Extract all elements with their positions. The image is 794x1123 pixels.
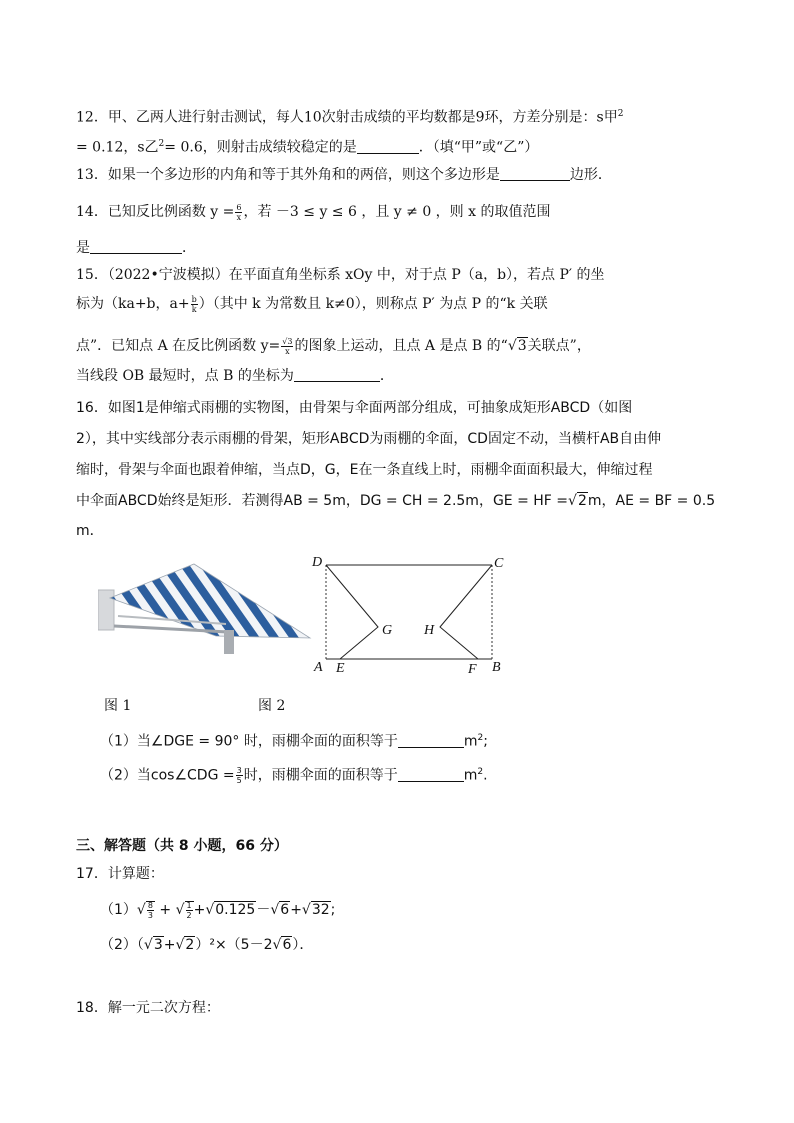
q12-text-b: = 0.12，s乙 (76, 139, 159, 156)
q17-p2-rad3: √6 (272, 937, 292, 953)
q17-p1-label: （1） (100, 902, 137, 918)
figure-2-caption: 图 2 (258, 698, 286, 714)
q17-p2-r3: 6 (282, 937, 292, 953)
q17-p1-r3: 0.125 (215, 902, 256, 918)
q17-p1-r1-den: 3 (147, 910, 153, 920)
frame-chf (440, 565, 492, 659)
q16-line4 (76, 491, 715, 511)
q15-frac-num: b (191, 294, 197, 304)
q15-frac2-den: x (285, 346, 290, 356)
awning-photo (98, 560, 312, 662)
section-3-heading-text: 三、解答题（共 8 小题，66 分） (76, 838, 288, 854)
q12-text: 12．甲、乙两人进行射击测试，每人10次射击成绩的平均数都是9环，方差分别是：s甲 (76, 109, 618, 126)
q16-line1-text: 16．如图1是伸缩式雨棚的实物图，由骨架与伞面两部分组成，可抽象成矩形ABCD（如图 (76, 400, 633, 416)
q15-line3 (76, 336, 591, 356)
q16-line3 (76, 460, 652, 480)
q17-p2-rad2: √2 (175, 937, 195, 953)
q16-sub1 (100, 728, 488, 752)
q14-answer-blank[interactable] (90, 239, 182, 254)
q17-p1-rad3: √0.125 (205, 902, 256, 918)
point-d-label: D (312, 555, 323, 570)
q16-sub1-end: ; (483, 733, 488, 750)
q15-text-f: 关联点”， (527, 338, 591, 354)
q16-line1 (76, 398, 632, 418)
q15-line1 (76, 265, 605, 285)
q17-p1-end: ; (330, 902, 336, 918)
q15-line4 (76, 366, 394, 386)
q17-p2-plus: + (163, 937, 176, 953)
q13-line (76, 165, 612, 185)
q15-frac-den: k (191, 304, 197, 314)
q16-sub1-text: （1）当∠DGE = 90° 时，雨棚伞面的面积等于 (100, 733, 398, 750)
point-f-label: F (468, 662, 477, 677)
q18-title (76, 998, 220, 1018)
q17-p1-rad5: √32 (301, 902, 330, 918)
q12-line2 (76, 134, 538, 158)
point-b-label: B (492, 660, 501, 675)
q12-text-c: = 0.6，则射击成绩较稳定的是 (164, 139, 357, 156)
q16-radical: √2 (568, 493, 587, 509)
q12-sup-2: 2 (158, 139, 165, 149)
q17-p2-end: ）． (292, 937, 314, 953)
point-e-label: E (336, 661, 345, 676)
point-a-label: A (314, 660, 323, 675)
q17-title (76, 864, 164, 884)
q14-frac-num: 6 (236, 202, 242, 212)
q16-line2-text: 2），其中实线部分表示雨棚的骨架，矩形ABCD为雨棚的伞面，CD固定不动，当横杆AB自由伸 (76, 431, 662, 447)
q16-rad-value: 2 (577, 493, 587, 509)
q15-text-b: 标为（ka+b，a+ (76, 296, 190, 312)
q16-sub2-sup: 2 (477, 767, 484, 777)
section-3-heading (76, 836, 288, 856)
q16-line4b-text: m，AE = BF = 0.5 (587, 493, 716, 509)
q17-p1-r2-num: 1 (186, 900, 192, 910)
q17-p1-rad4: √6 (270, 902, 290, 918)
q17-part2 (100, 935, 313, 955)
frame-dge (326, 565, 378, 659)
q15-text-e: 的图象上运动，且点 A 是点 B 的“ (294, 338, 508, 354)
q18-title-text: 18．解一元二次方程： (76, 1000, 220, 1016)
q17-p1-r1-num: 8 (147, 900, 153, 910)
q15-text-g: 当线段 OB 最短时，点 B 的坐标为 (76, 368, 294, 384)
point-g-label: G (382, 623, 393, 638)
q17-p2-mid: ）²×（5－2 (195, 937, 273, 953)
q16-sub1-sup: 2 (477, 733, 484, 743)
q15-frac2-num: √3 (282, 336, 293, 346)
q16-sub2-answer-blank[interactable] (398, 767, 464, 782)
q15-text-c: ）（其中 k 为常数且 k≠0），则称点 P′ 为点 P 的“k 关联 (198, 296, 548, 312)
q12-line1 (76, 104, 623, 128)
q15-fraction (191, 295, 198, 314)
q16-sub1-answer-blank[interactable] (398, 733, 464, 748)
q13-text-b: 边形． (569, 167, 612, 183)
q16-line3-text: 缩时，骨架与伞面也跟着伸缩，当点D，G，E在一条直线上时，雨棚伞面面积最大，伸缩过程 (76, 462, 653, 478)
q17-title-text: 17．计算题： (76, 866, 164, 882)
q15-radical: √3 (507, 338, 527, 354)
q14-line1 (76, 202, 550, 222)
q16-sub2-den: 5 (236, 776, 242, 786)
q12-sup: 2 (617, 109, 624, 119)
q14-text-d: ． (182, 240, 196, 256)
q16-sub1-unit: m (463, 733, 478, 750)
q14-text-a: 14．已知反比例函数 y = (76, 204, 235, 220)
q16-line4a-text: 中伞面ABCD始终是矩形．若测得AB = 5m，DG = CH = 2.5m，GE = HF = (76, 493, 569, 509)
q17-p1-rad2: √ $\frac{1}{2}$ (175, 900, 192, 920)
figure-1-caption: 图 1 (104, 698, 132, 714)
q12-answer-blank[interactable] (357, 139, 419, 154)
q14-frac-den: x (236, 212, 242, 222)
q15-text-d: 点”．已知点 A 在反比例函数 y= (76, 338, 281, 354)
q16-sub2-unit: m (463, 767, 478, 784)
q17-p1-plus: + (159, 902, 172, 918)
q17-p1-r4: 6 (280, 902, 290, 918)
q16-line5-text: m． (76, 523, 104, 539)
q15-answer-blank[interactable] (294, 367, 380, 382)
q16-sub2-num: 3 (236, 766, 242, 776)
q15-fraction-2 (281, 337, 293, 356)
q15-text-h: ． (379, 368, 394, 384)
q17-p1-r5: 32 (311, 902, 330, 918)
q16-sub2-text: （2）当cos∠CDG = (100, 767, 235, 784)
q15-line2 (76, 294, 548, 314)
q13-answer-blank[interactable] (500, 166, 570, 181)
q15-rad-value: 3 (517, 338, 527, 354)
point-c-label: C (494, 556, 504, 571)
q17-p2-rad1: √3 (143, 937, 163, 953)
q12-text-d: ．（填“甲”或“乙”） (418, 139, 539, 156)
q14-fraction (235, 203, 242, 222)
q15-text-a: 15．（2022•宁波模拟）在平面直角坐标系 xOy 中，对于点 P（a，b），若点 P′ 的坐 (76, 267, 605, 283)
q16-sub2-fraction (236, 766, 243, 785)
q16-line5 (76, 521, 104, 541)
q17-p2-r2: 2 (185, 937, 195, 953)
q17-p2-label: （2）（ (100, 937, 144, 953)
q16-sub2-end: . (483, 767, 488, 784)
q17-p2-r1: 3 (153, 937, 163, 953)
q17-p1-minus: － (256, 902, 271, 918)
q13-text-a: 13．如果一个多边形的内角和等于其外角和的两倍，则这个多边形是 (76, 167, 500, 183)
q17-part1: （1）√ $\frac{8}{3}$ + √ $\frac{1}{2}$ +√0.125－√6+√32; (100, 900, 336, 920)
q16-line2 (76, 429, 661, 449)
q16-sub2 (100, 762, 488, 786)
q17-p1-rad1: √ $\frac{8}{3}$ (136, 900, 153, 920)
q14-line2 (76, 238, 196, 258)
q17-p1-r2-den: 2 (186, 910, 192, 920)
q14-text-b: ，若 －3 ≤ y ≤ 6 ，且 y ≠ 0 ，则 x 的取值范围 (243, 204, 551, 220)
q16-sub2-text-b: 时，雨棚伞面的面积等于 (243, 767, 398, 784)
q17-p1-plus2: + (290, 902, 302, 918)
point-h-label: H (424, 623, 435, 638)
q14-text-c: 是 (76, 240, 90, 256)
